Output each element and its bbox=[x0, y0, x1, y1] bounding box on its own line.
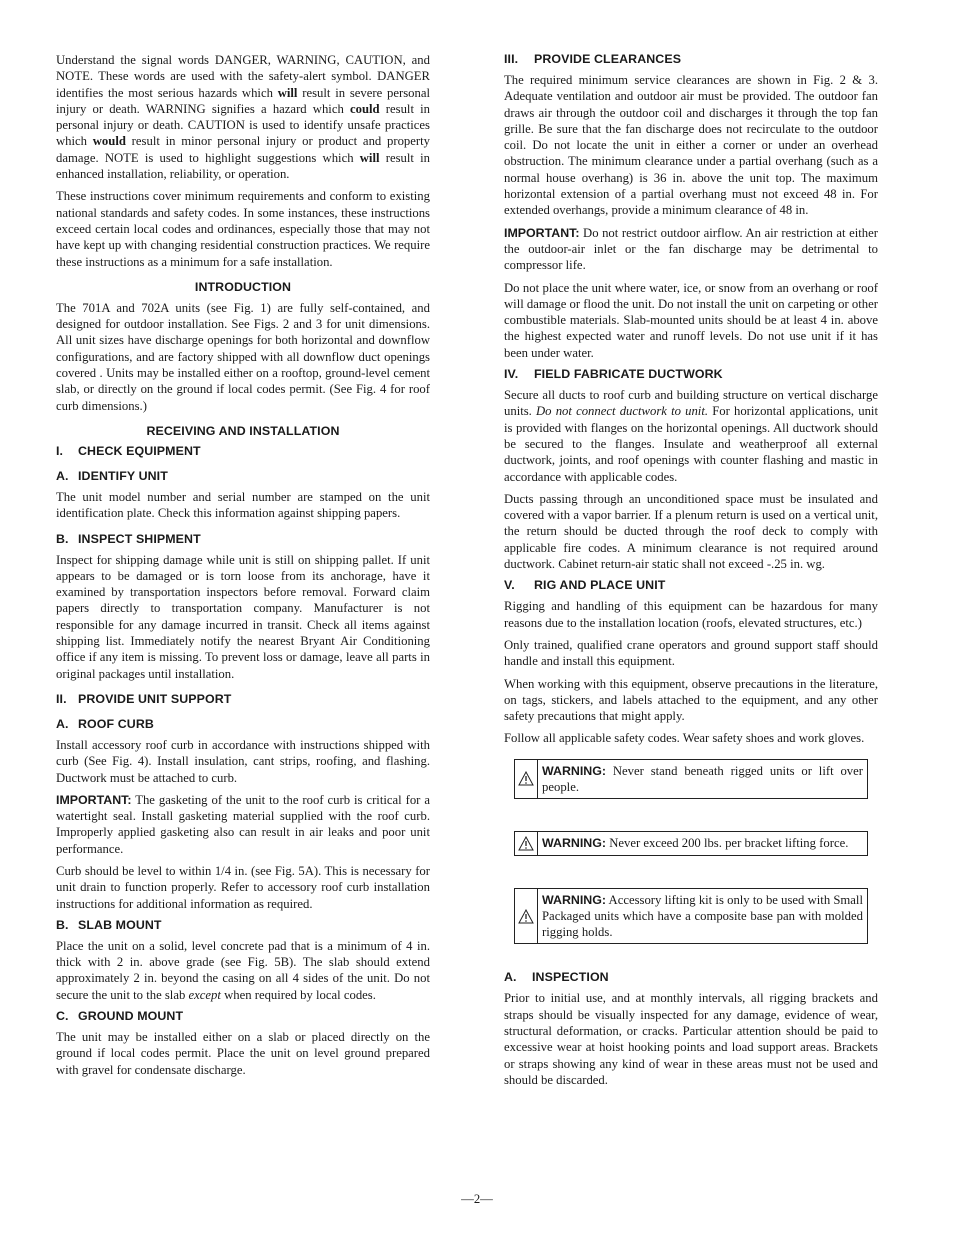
rigging-staff-text: Only trained, qualified crane operators and ground support staff should handle and install this equipment. bbox=[504, 637, 878, 669]
slab-mount-text: Place the unit on a solid, level concrete pad that is a minimum of 4 in. thick with 2 in. above grade (see Fig. 5B). The slab should extend approximately 2 in. beyond the casing on all 4 sides of the unit. Do not secure the unit to the slab except when required by local codes. bbox=[56, 938, 430, 1002]
ductwork-text: Secure all ducts to roof curb and building structure on vertical discharge units. Do not connect ductwork to unit. For horizontal applications, unit is provided with flanges on the horizontal openings. All ductwork should be secured to the flanges. Insulate and weatherproof all external ductwork, joints, and roof openings with counter flashing and mastic in accordance with applicable codes. bbox=[504, 388, 878, 484]
warning-box-2 bbox=[514, 831, 868, 855]
warning-text-3: WARNING: Accessory lifting kit is only to be used with Small Packaged units which have a composite base pan with molded rigging holds. bbox=[542, 892, 863, 940]
warning-triangle-icon bbox=[515, 889, 538, 944]
slab-mount-heading: B. SLAB MOUNT bbox=[56, 917, 162, 932]
receiving-heading: RECEIVING AND INSTALLATION bbox=[146, 423, 340, 438]
warning-box-3 bbox=[514, 888, 868, 945]
roof-curb-heading: A. ROOF CURB bbox=[56, 716, 154, 731]
roof-curb-level-text: Curb should be level to within 1/4 in. (see Fig. 5A). This is necessary for unit drain to function properly. Refer to accessory roof curb installation instructions for additional information as required. bbox=[56, 863, 430, 911]
identify-unit-heading: A. IDENTIFY UNIT bbox=[56, 468, 168, 483]
inspection-text: Prior to initial use, and at monthly intervals, all rigging brackets and straps should be visually inspected for any damage, evidence of wear, structural deformation, or cracks. Particular attention should be paid to excessive wear at hoist hooking points and load support areas. Brackets or straps showing any kind of wear in these areas must not be used and should be discarded. bbox=[504, 991, 878, 1087]
warning-text-1: WARNING: Never stand beneath rigged units or lift over people. bbox=[542, 763, 863, 794]
clearances-text: The required minimum service clearances are shown in Fig. 2 & 3. Adequate ventilation and outdoor air must be provided. The outdoor fan draws air through the outdoor coil and discharges it through the top fan grille. Be sure that the fan discharge does not recirculate to the outdoor coil. Do not locate the unit in either a corner or under an overhead obstruction. The minimum clearance under a partial overhang (such as a normal house overhang) is 36 in. above the unit top. The maximum horizontal extension of a partial overhang must not exceed 48 in. For extended overhangs, provide a minimum clearance of 48 in. bbox=[504, 73, 878, 218]
right-column bbox=[504, 52, 878, 1094]
inspect-shipment-heading: B. INSPECT SHIPMENT bbox=[56, 531, 201, 546]
rig-and-place-heading: V. RIG AND PLACE UNIT bbox=[504, 578, 666, 593]
rigging-safety-text: Follow all applicable safety codes. Wear safety shoes and work gloves. bbox=[504, 731, 865, 746]
provide-unit-support-heading: II. PROVIDE UNIT SUPPORT bbox=[56, 691, 232, 706]
rigging-hazard-text: Rigging and handling of this equipment can be hazardous for many reasons due to the installation location (roofs, elevated structures, etc.) bbox=[504, 599, 878, 630]
field-fabricate-ductwork-heading: IV. FIELD FABRICATE DUCTWORK bbox=[504, 367, 723, 382]
requirements-paragraph: These instructions cover minimum requirements and conform to existing national standards and safety codes. In some instances, these instructions exceed certain local codes and ordinances, especially those that may not have kept up with changing residential construction practices. We require these instructions as a minimum for a safe installation. bbox=[56, 189, 430, 269]
roof-curb-text: Install accessory roof curb in accordance with instructions shipped with curb (See Fig. 4). Install insulation, cant strips, roofing, and flashing. Ductwork must be attached to curb. bbox=[56, 737, 430, 785]
warning-triangle-icon bbox=[515, 760, 538, 799]
inspection-heading: A. INSPECTION bbox=[504, 970, 609, 985]
ductwork-text-2: Ducts passing through an unconditioned space must be insulated and covered with a vapor barrier. If a plenum return is used on a vertical unit, the return should be ducted through the roof deck to comply with applicable fire codes. A minimum clearance is not required around ductwork. Cabinet return-air static shall not exceed -.25 in. wg. bbox=[504, 491, 878, 572]
warning-text-2: WARNING: Never exceed 200 lbs. per bracket lifting force. bbox=[542, 836, 849, 851]
left-column bbox=[56, 52, 430, 1084]
identify-unit-text: The unit model number and serial number are stamped on the unit identification plate. Check this information against shipping papers. bbox=[56, 489, 430, 521]
ground-mount-text: The unit may be installed either on a slab or placed directly on the ground if local codes permit. Place the unit on level ground prepared with gravel for condensate discharge. bbox=[56, 1030, 430, 1077]
ground-mount-heading: C. GROUND MOUNT bbox=[56, 1009, 184, 1024]
check-equipment-heading: I. CHECK EQUIPMENT bbox=[56, 443, 201, 458]
clearances-important: IMPORTANT: Do not restrict outdoor airflow. An air restriction at either the outdoor-air inlet or the fan discharge may be detrimental to compressor life. bbox=[504, 225, 878, 273]
roof-curb-important: IMPORTANT: The gasketing of the unit to the roof curb is critical for a watertight seal. Install gasketing material supplied with the roof curb. Improperly applied gasketing also can result in air leaks and poor unit performance. bbox=[56, 792, 430, 856]
rigging-precautions-text: When working with this equipment, observe precautions in the literature, on tags, stickers, and labels attached to the equipment, and any other safety precautions that might apply. bbox=[504, 676, 878, 724]
warning-triangle-icon bbox=[515, 832, 538, 854]
inspect-shipment-text: Inspect for shipping damage while unit is still on shipping pallet. If unit appears to be damaged or is torn loose from its anchorage, have it examined by transportation inspectors before removal. Forward claim papers directly to transportation company. Manufacturer is not responsible for any damage incurred in transit. Check all items against shipping list. Immediately notify the nearest Bryant Air Conditioning office if any item is missing. To prevent loss or damage, leave all parts in original packages until installation. bbox=[56, 552, 430, 681]
introduction-text: The 701A and 702A units (see Fig. 1) are fully self-contained, and designed for outdoor installation. See Figs. 2 and 3 for unit dimensions. All unit sizes have discharge openings for both horizontal and downflow configurations, and are factory shipped with all downflow duct openings covered . Units may be installed either on a rooftop, ground-level cement slab, or directly on the ground if local codes permit. (See Fig. 4 for roof curb dimensions.) bbox=[56, 300, 430, 413]
page-number: —2— bbox=[461, 1192, 493, 1206]
provide-clearances-heading: III. PROVIDE CLEARANCES bbox=[504, 52, 682, 66]
introduction-heading: INTRODUCTION bbox=[194, 279, 292, 294]
warning-box-1 bbox=[514, 759, 868, 800]
signal-words-paragraph: Understand the signal words DANGER, WARNING, CAUTION, and NOTE. These words are used with the safety-alert symbol. DANGER identifies the most serious hazards which will result in severe personal injury or death. WARNING signifies a hazard which could result in personal injury or death. CAUTION is used to identify unsafe practices which would result in minor personal injury or product and property damage. NOTE is used to highlight suggestions which will result in enhanced installation, reliability, or operation. bbox=[56, 53, 431, 182]
clearances-water-text: Do not place the unit where water, ice, or snow from an overhang or roof will damage or flood the unit. Do not install the unit on carpeting or other combustible materials. Slab-mounted units should be at least 4 in. above the highest expected water and runoff levels. Do not use unit if it has been under water. bbox=[504, 280, 878, 360]
